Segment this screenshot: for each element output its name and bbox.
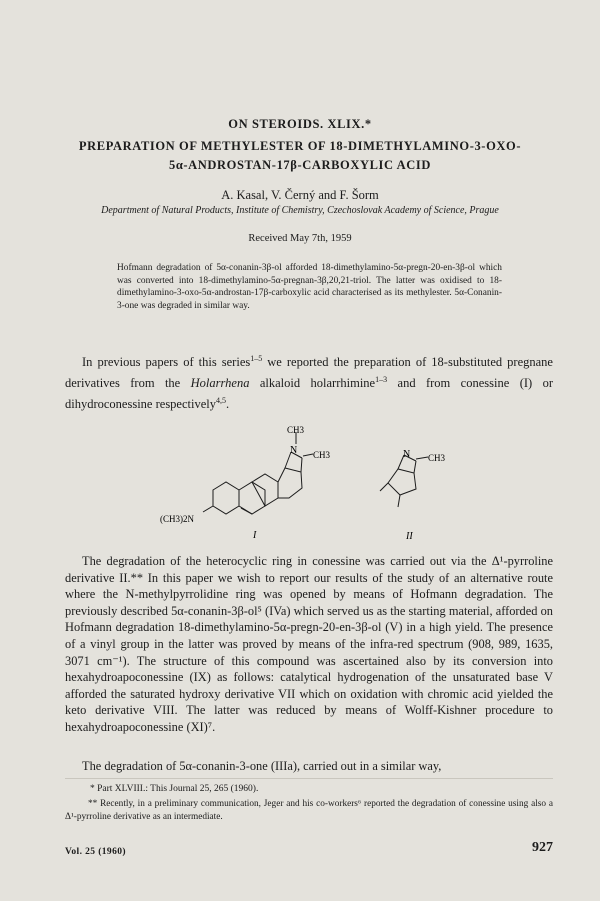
ch3-top-label: CH3 <box>287 425 305 435</box>
n-atom-label-II: N <box>403 449 411 460</box>
ch3-right-label: CH3 <box>313 450 331 460</box>
compound-label-II: II <box>406 531 413 542</box>
body-paragraph: The degradation of the heterocyclic ring in conessine was carried out via the Δ¹-pyrroline derivative II.** In this paper we wish to report our results of the study of an alternative route where the N-methylpyrrolidine ring was opened by means of Hofmann degradation. The previously described 5α-conanin-3β-ol⁵ (IVa) which served us as the starting material, afforded on Hofmann degradation 18-dimethylamino-5α-pregn-20-en-3β-ol (V) in a high yield. The presence of a vinyl group in the latter was proved by means of the infra-red spectrum (908, 989, 1635, 3071 cm⁻¹). The structure of this compound was ascertained also by its conversion into hexahydroapoconessine (IX) as follows: catalytical hydrogenation of the unsaturated base V afforded the saturated hydroxy derivative VII which on oxidation with chromic acid yielded the keto derivative VIII. The latter was reduced by means of Wolff-Kishner procedure to hexahydroapoconessine (XI)⁷. <box>65 554 553 734</box>
n-atom-label: N <box>290 445 298 456</box>
page-number: 927 <box>532 840 553 855</box>
series-title: ON STEROIDS. XLIX.* <box>228 117 372 131</box>
footnote-rule <box>65 778 553 779</box>
footnote-2: ** Recently, in a preliminary communication, Jeger and his co-workers⁶ reported the degradation of conessine using also a Δ¹-pyrroline derivative as an intermediate. <box>65 799 553 822</box>
article-title-line2: 5α-ANDROSTAN-17β-CARBOXYLIC ACID <box>168 158 432 172</box>
authors: A. Kasal, V. Černý and F. Šorm <box>221 188 379 202</box>
affiliation: Department of Natural Products, Institute of Chemistry, Czechoslovak Academy of Science, Prague <box>101 205 499 216</box>
footnote-1: * Part XLVIII.: This Journal 25, 265 (1960). <box>90 784 259 794</box>
article-title-line1: PREPARATION OF METHYLESTER OF 18-DIMETHYLAMINO-3-OXO- <box>78 139 522 153</box>
volume-info: Vol. 25 (1960) <box>65 847 126 857</box>
compound-label-I: I <box>253 530 257 541</box>
structure-II <box>370 445 480 545</box>
intro-paragraph: In previous papers of this series$^{1-5}$ we reported the preparation of 18-substituted pregnane derivatives from the Holarrhena alkaloid holarrhimine$^{1-3}$ and from conessine (I) or dihydroconessine respectively$^{4,5}$. <box>65 354 553 412</box>
structure-I <box>155 420 345 545</box>
dimethylamino-label: (CH3)2N <box>160 514 194 524</box>
abstract: Hofmann degradation of 5α-conanin-3β-ol afforded 18-dimethylamino-5α-pregn-20-en-3β-ol which was converted into 18-dimethylamino-5α-pregnan-3β,20,21-triol. The latter was oxidised to 18-dimethylamino-3-oxo-5α-androstan-17β-carboxylic acid characterised as its methylester. 5α-Conanin-3-one was degraded in similar way. <box>117 263 502 311</box>
received-date: Received May 7th, 1959 <box>248 233 352 244</box>
body-paragraph-2: The degradation of 5α-conanin-3-one (IIIa), carried out in a similar way, <box>82 759 442 773</box>
ch3-label-II: CH3 <box>428 453 446 463</box>
